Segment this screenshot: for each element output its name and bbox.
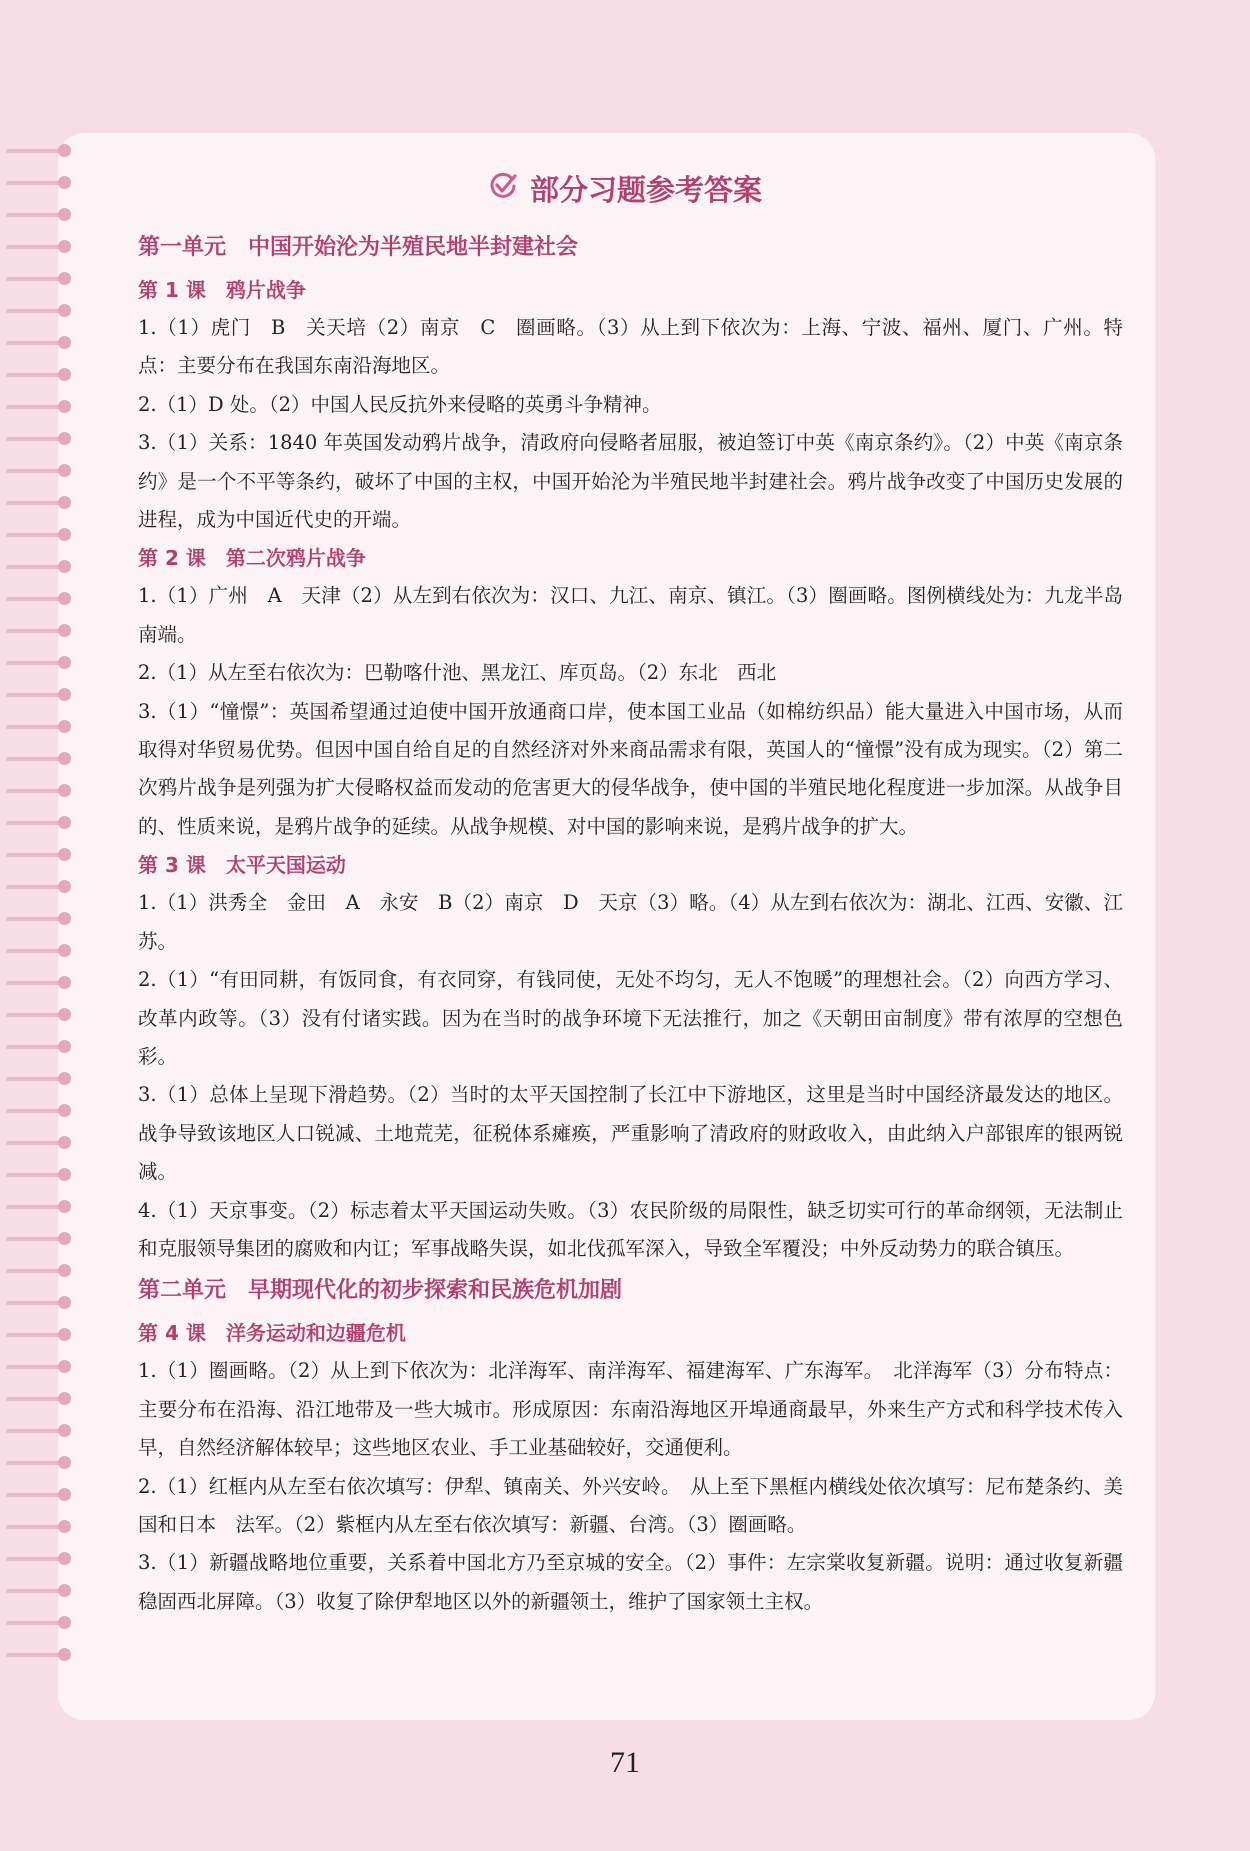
binder-ring xyxy=(6,1516,70,1538)
binder-ring xyxy=(6,844,70,866)
binder-ring xyxy=(6,1100,70,1122)
lesson-heading: 第 4 课 洋务运动和边疆危机 xyxy=(138,1321,406,1346)
binder-ring xyxy=(6,1484,70,1506)
answer-paragraph: 1.（1）广州 A 天津（2）从左到右依次为：汉口、九江、南京、镇江。（3）圈画略。图例横线处为：九龙半岛南端。 xyxy=(138,584,1123,646)
lesson-heading: 第 1 课 鸦片战争 xyxy=(138,278,306,302)
binder-ring xyxy=(6,1548,70,1570)
unit-heading: 第一单元 中国开始沦为半殖民地半封建社会 xyxy=(138,235,579,260)
binder-ring xyxy=(6,780,70,802)
binder-ring xyxy=(6,492,70,514)
binder-ring xyxy=(6,332,70,354)
binder-ring xyxy=(6,524,70,546)
binder-ring xyxy=(6,1228,70,1250)
answer-paragraph: 1.（1）圈画略。（2）从上到下依次为：北洋海军、南洋海军、福建海军、广东海军。 北洋海军（3）分布特点：主要分布在沿海、沿江地带及一些大城市。形成原因：东南沿海地区开埠通商最早，外来生产方式和科学技术传入早，自然经济解体较早；这些地区农业、手工业基础较好，交通便利。 xyxy=(138,1359,1123,1460)
binder-ring xyxy=(6,396,70,418)
binder-ring xyxy=(6,1612,70,1634)
binder-ring xyxy=(6,1036,70,1058)
binder-ring xyxy=(6,876,70,898)
binder-ring xyxy=(6,748,70,770)
answer-paragraph: 2.（1）D 处。（2）中国人民反抗外来侵略的英勇斗争精神。 xyxy=(138,392,662,416)
binder-ring xyxy=(6,1164,70,1186)
binder-ring xyxy=(6,1132,70,1154)
answer-paragraph: 3.（1）关系：1840 年英国发动鸦片战争，清政府向侵略者屈服，被迫签订中英《南京条约》。（2）中英《南京条约》是一个不平等条约，破坏了中国的主权，中国开始沦为半殖民地半封建社会。鸦片战争改变了中国历史发展的进程，成为中国近代史的开端。 xyxy=(138,431,1123,532)
page-title-text: 部分习题参考答案 xyxy=(529,173,762,207)
check-circle-icon xyxy=(488,171,518,208)
binder-ring xyxy=(6,1388,70,1410)
binder-ring xyxy=(6,620,70,642)
binder-ring xyxy=(6,812,70,834)
answer-paragraph: 3.（1）新疆战略地位重要，关系着中国北方乃至京城的安全。（2）事件：左宗棠收复新疆。说明：通过收复新疆稳固西北屏障。（3）收复了除伊犁地区以外的新疆领土，维护了国家领土主权。 xyxy=(138,1551,1123,1613)
binder-ring xyxy=(6,1420,70,1442)
binder-ring xyxy=(6,1644,70,1666)
answer-paragraph: 1.（1）洪秀全 金田 A 永安 B（2）南京 D 天京（3）略。（4）从左到右依次为：湖北、江西、安徽、江苏。 xyxy=(138,891,1123,953)
answer-paragraph: 2.（1）红框内从左至右依次填写：伊犁、镇南关、外兴安岭。 从上至下黑框内横线处依次填写：尼布楚条约、美国和日本 法军。（2）紫框内从左至右依次填写：新疆、台湾。（3）圈画略。 xyxy=(138,1474,1123,1536)
answer-paragraph: 4.（1）天京事变。（2）标志着太平天国运动失败。（3）农民阶级的局限性，缺乏切实可行的革命纲领，无法制止和克服领导集团的腐败和内讧；军事战略失误，如北伐孤军深入，导致全军覆没；中外反动势力的联合镇压。 xyxy=(138,1198,1123,1260)
binder-ring xyxy=(6,1004,70,1026)
binder-ring xyxy=(6,1580,70,1602)
answer-paragraph: 2.（1）从左至右依次为：巴勒喀什池、黑龙江、库页岛。（2）东北 西北 xyxy=(138,661,777,685)
binder-ring xyxy=(6,364,70,386)
binder-ring xyxy=(6,1292,70,1314)
binder-ring xyxy=(6,1196,70,1218)
binder-ring xyxy=(6,908,70,930)
page-title xyxy=(0,168,1250,211)
answer-content xyxy=(138,225,1123,1621)
binder-ring xyxy=(6,684,70,706)
answer-paragraph: 3.（1）总体上呈现下滑趋势。（2）当时的太平天国控制了长江中下游地区，这里是当时中国经济最发达的地区。战争导致该地区人口锐减、土地荒芜，征税体系瘫痪，严重影响了清政府的财政收入，由此纳入户部银库的银两锐减。 xyxy=(138,1083,1123,1184)
binder-ring xyxy=(6,940,70,962)
binder-ring xyxy=(6,300,70,322)
binder-ring xyxy=(6,1324,70,1346)
binder-ring xyxy=(6,556,70,578)
binder-ring xyxy=(6,716,70,738)
binder-ring xyxy=(6,972,70,994)
unit-heading: 第二单元 早期现代化的初步探索和民族危机加剧 xyxy=(138,1278,623,1304)
binder-ring xyxy=(6,428,70,450)
binder-ring xyxy=(6,460,70,482)
answer-paragraph: 3.（1）“憧憬”：英国希望通过迫使中国开放通商口岸，使本国工业品（如棉纺织品）能大量进入中国市场，从而取得对华贸易优势。但因中国自给自足的自然经济对外来商品需求有限，英国人的“憧憬”没有成为现实。（2）第二次鸦片战争是列强为扩大侵略权益而发动的危害更大的侵华战争，使中国的半殖民地化程度进一步加深。从战争目的、性质来说，是鸦片战争的延续。从战争规模、对中国的影响来说，是鸦片战争的扩大。 xyxy=(138,699,1123,838)
lesson-heading: 第 2 课 第二次鸦片战争 xyxy=(138,546,366,571)
binder-ring xyxy=(6,1068,70,1090)
lesson-heading: 第 3 课 太平天国运动 xyxy=(138,853,346,878)
binder-ring xyxy=(6,1452,70,1474)
binder-rings xyxy=(6,140,70,1680)
binder-ring xyxy=(6,268,70,290)
binder-ring xyxy=(6,1356,70,1378)
binder-ring xyxy=(6,1260,70,1282)
answer-paragraph: 2.（1）“有田同耕，有饭同食，有衣同穿，有钱同使，无处不均匀，无人不饱暖”的理想社会。（2）向西方学习、改革内政等。（3）没有付诸实践。因为在当时的战争环境下无法推行，加之《天朝田亩制度》带有浓厚的空想色彩。 xyxy=(138,968,1123,1068)
binder-ring xyxy=(6,588,70,610)
binder-ring xyxy=(6,652,70,674)
binder-ring xyxy=(6,140,70,162)
answer-paragraph: 1.（1）虎门 B 关天培（2）南京 C 圈画略。（3）从上到下依次为：上海、宁波、福州、厦门、广州。特点：主要分布在我国东南沿海地区。 xyxy=(138,316,1123,378)
page-number: 71 xyxy=(610,1746,640,1779)
binder-ring xyxy=(6,236,70,258)
